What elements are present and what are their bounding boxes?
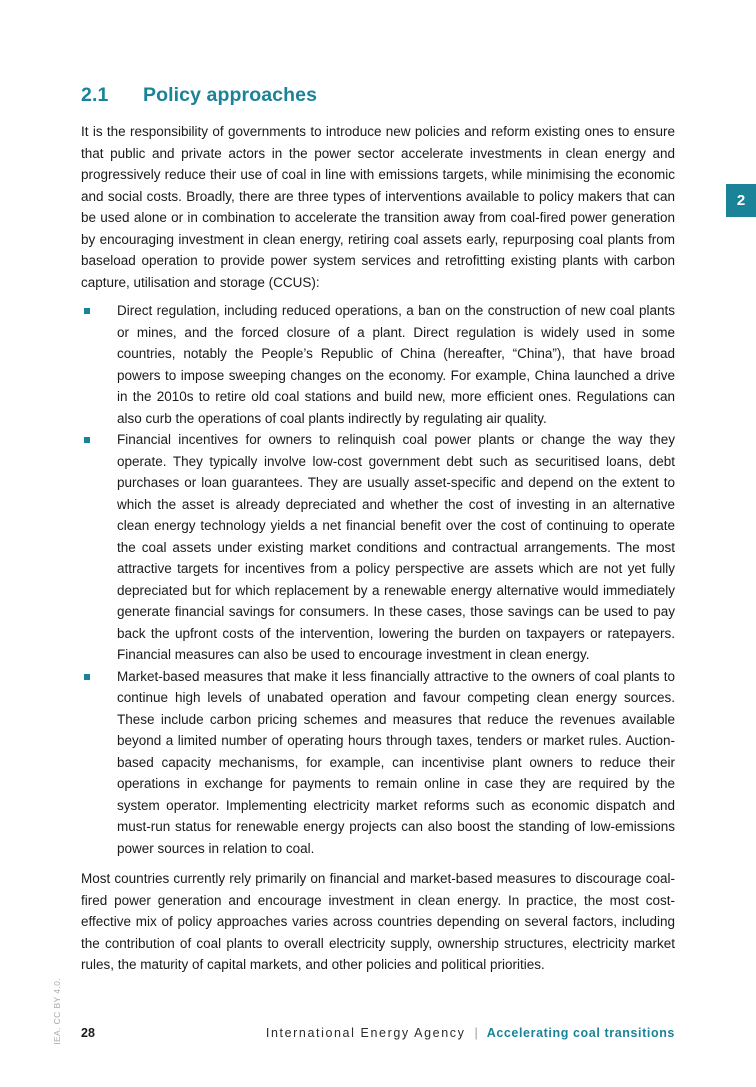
section-number: 2.1 bbox=[81, 84, 109, 106]
intro-paragraph: It is the responsibility of governments to introduce new policies and reform existing ones to ensure that public and private actors in the power sector accelerate investments in clean energy and progressively reduce their use of coal in line with emissions targets, while minimising the economic and social costs. Broadly, there are three types of interventions available to policy makers that can be used alone or in combination to accelerate the transition away from coal-fired power generation by encouraging investment in clean energy, retiring coal assets early, repurposing coal plants from baseload operation to provide power system services and retrofitting existing plants with carbon capture, utilisation and storage (CCUS): bbox=[81, 124, 675, 290]
page-footer bbox=[81, 1026, 675, 1040]
bullet-list bbox=[81, 300, 675, 859]
license-vertical-text: IEA. CC BY 4.0. bbox=[52, 978, 62, 1045]
bullet-marker-cell bbox=[81, 300, 117, 314]
section-title: Policy approaches bbox=[143, 84, 318, 106]
footer-separator: | bbox=[474, 1026, 478, 1040]
bullet-square-icon bbox=[84, 674, 90, 680]
bullet-item-financial-incentives bbox=[81, 429, 675, 666]
bullet-marker-cell bbox=[81, 429, 117, 443]
bullet-square-icon bbox=[84, 308, 90, 314]
page-content bbox=[81, 84, 675, 976]
footer-title bbox=[266, 1026, 675, 1040]
closing-paragraph: Most countries currently rely primarily on financial and market-based measures to discourage coal-fired power generation and encourage investment in clean energy. In practice, the most cost-effective mix of policy approaches varies across countries depending on several factors, including the contribution of coal plants to overall electricity supply, ownership structures, electricity market rules, the maturity of capital markets, and other policies and political priorities. bbox=[81, 871, 675, 972]
chapter-tab: 2 bbox=[726, 184, 756, 217]
bullet-marker-cell bbox=[81, 666, 117, 680]
bullet-text: Financial incentives for owners to relinquish coal power plants or change the way they operate. They typically involve low-cost government debt such as securitised loans, debt purchases or loan guarantees. They are usually asset-specific and depend on the extent to which the asset is already depreciated and whether the cost of investing in an alternative clean energy technology yields a net financial benefit over the cost of continuing to operate the coal assets under existing market conditions and contractual arrangements. The most attractive targets for incentives from a policy perspective are assets which are not yet fully depreciated but for which replacement by a renewable energy alternative would immediately generate financial savings for consumers. In these cases, those savings can be used to pay back the upfront costs of the intervention, lowering the burden on taxpayers or ratepayers. Financial measures can also be used to encourage investment in clean energy. bbox=[117, 432, 675, 662]
bullet-item-market-based-measures bbox=[81, 666, 675, 860]
footer-report-title: Accelerating coal transitions bbox=[486, 1026, 675, 1040]
page-number: 28 bbox=[81, 1026, 95, 1040]
footer-org: International Energy Agency bbox=[265, 1026, 466, 1040]
bullet-text: Market-based measures that make it less financially attractive to the owners of coal plants to continue high levels of unabated operation and favour competing clean energy sources. These include carbon pricing schemes and measures that reduce the revenues available beyond a limited number of operating hours through taxes, tenders or market rules. Auction-based capacity mechanisms, for example, can incentivise plant owners to reduce their operations in exchange for payments to remain online in case they are required by the system operator. Implementing electricity market reforms such as economic dispatch and must-run status for renewable energy projects can also boost the standing of low-emissions power sources in relation to coal. bbox=[117, 668, 675, 856]
section-heading bbox=[81, 84, 675, 107]
bullet-square-icon bbox=[84, 437, 90, 443]
bullet-text: Direct regulation, including reduced operations, a ban on the construction of new coal plants or mines, and the forced closure of a plant. Direct regulation is widely used in some countries, notably the People’s Republic of China (hereafter, “China”), that have broad powers to impose sweeping changes on the economy. For example, China launched a drive in the 2010s to retire old coal stations and build new, more efficient ones. Regulations can also curb the operations of coal plants indirectly by regulating air quality. bbox=[117, 303, 675, 426]
bullet-item-direct-regulation bbox=[81, 300, 675, 429]
